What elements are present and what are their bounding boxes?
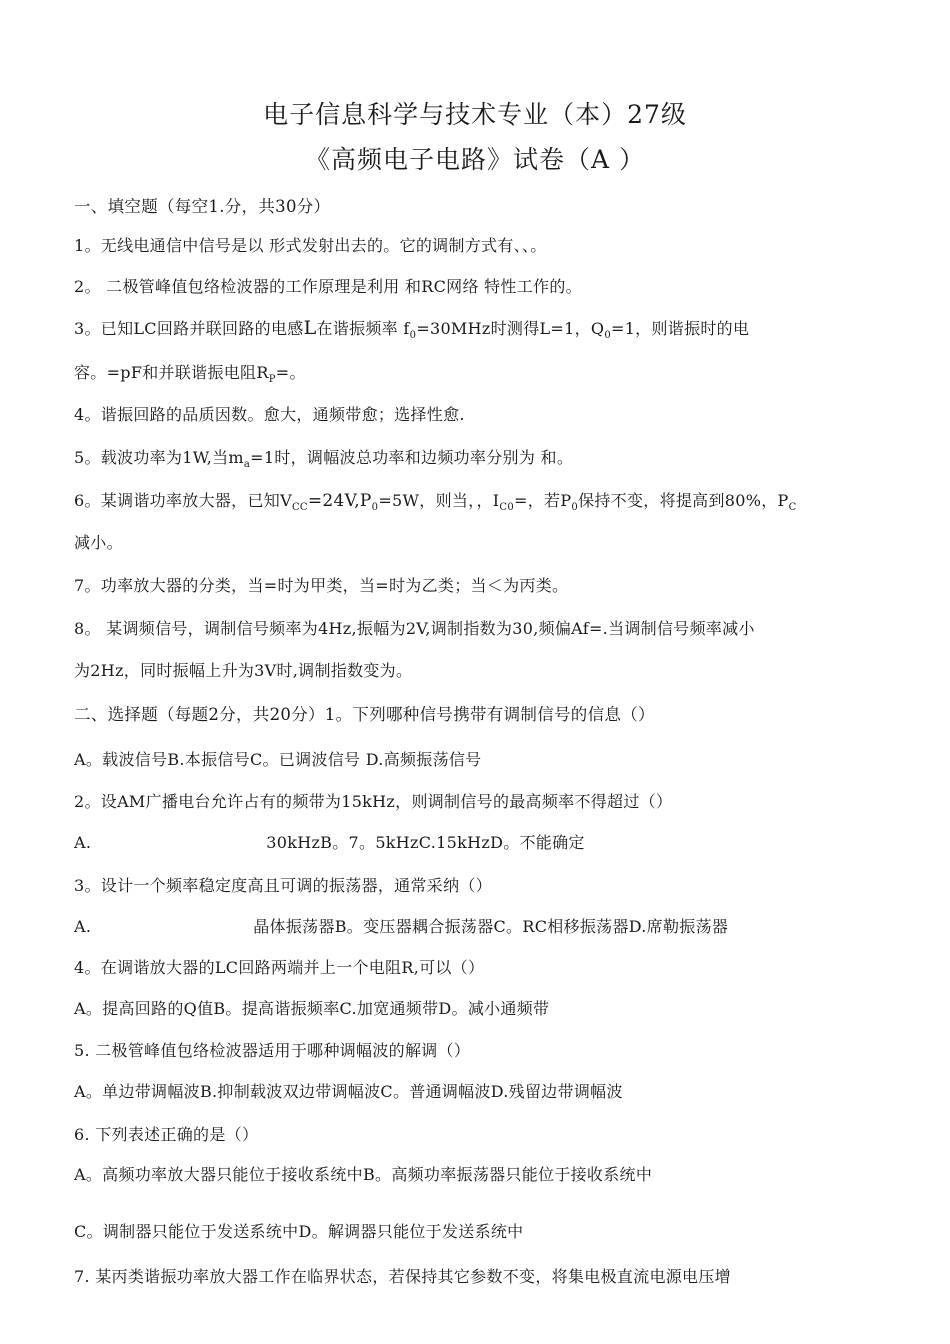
q3-line2-text-a: 容。=pF和并联谐振电阻R: [74, 363, 269, 382]
question-2-6-options-2: C。调制器只能位于发送系统中D。解调器只能位于发送系统中: [74, 1222, 524, 1241]
q6-text-c: =5W，则当，，I: [378, 491, 500, 510]
question-2-6-options-1: A。高频功率放大器只能位于接收系统中B。高频功率振荡器只能位于接收系统中: [74, 1165, 653, 1184]
exam-title-major: 电子信息科学与技术专业（本）27级: [263, 100, 687, 129]
q6-text-b: =24V,P: [307, 491, 372, 511]
q3-option-a-label: A.: [74, 917, 92, 936]
q6-text-a: 6。某调谐功率放大器，已知V: [74, 491, 292, 510]
q6-sub-vcc: CC: [291, 502, 308, 514]
question-1-6-line2: 减小。: [74, 533, 123, 552]
question-1-3-line1: [74, 316, 884, 341]
q3-sub-rp: P: [268, 374, 276, 386]
section-2-heading: 二、选择题（每题2分，共20分）1。下列哪种信号携带有调制信号的信息（）: [74, 705, 655, 724]
q6-sub-p0: 0: [371, 502, 379, 514]
question-1-3-line2: [74, 360, 884, 385]
question-2-1-options: A。载波信号B.本振信号C。已调波信号 D.高频振荡信号: [74, 750, 482, 769]
q6-sub-ic0: C0: [499, 502, 515, 514]
question-2-3: 3。设计一个频率稳定度高且可调的振荡器，通常采纳（）: [74, 876, 492, 895]
q3-sub-q0: 0: [604, 330, 611, 342]
question-2-5-options: A。单边带调幅波B.抑制载波双边带调幅波C。普通调幅波D.残留边带调幅波: [74, 1082, 623, 1101]
question-2-7: 7. 某丙类谐振功率放大器工作在临界状态，若保持其它参数不变，将集电极直流电源电压增: [74, 1267, 731, 1286]
q3-line2-text-b: =。: [275, 363, 306, 382]
q3-text-b: 在谐振频率 f: [316, 319, 410, 338]
q3-inductance-symbol: L: [303, 317, 317, 339]
section-1-heading: 一、填空题（每空1.分，共30分）: [74, 197, 331, 216]
q6-text-e: 保持不变，将提高到80%，P: [578, 491, 789, 510]
q2-options-rest: 30kHzB。7。5kHzC.15kHzD。不能确定: [266, 833, 585, 852]
q3-text-d: =1，则谐振时的电: [611, 319, 750, 338]
question-1-2: 2。 二极管峰值包络检波器的工作原理是利用 和RC网络 特性工作的。: [74, 277, 582, 296]
question-1-4: 4。谐振回路的品质因数。愈大，通频带愈；选择性愈.: [74, 405, 465, 424]
q3-text-a: 3。已知LC回路并联回路的电感: [74, 319, 304, 338]
q6-sub-p0b: 0: [571, 502, 579, 514]
question-1-6-line1: [74, 488, 884, 513]
question-2-5: 5. 二极管峰值包络检波器适用于哪种调幅波的解调（）: [74, 1041, 471, 1060]
exam-title-course: 《高频电子电路》试卷（A ）: [304, 145, 645, 174]
question-1-5: [74, 445, 884, 470]
q6-sub-pc: C: [788, 502, 797, 514]
q2-option-a-label: A.: [74, 833, 92, 852]
question-2-4-options: A。提高回路的Q值B。提高谐振频率C.加宽通频带D。减小通频带: [74, 999, 550, 1018]
question-1-8-line2: 为2Hz，同时振幅上升为3V时,调制指数变为。: [74, 661, 413, 680]
question-2-6: 6. 下列表述正确的是（）: [74, 1125, 259, 1144]
q6-text-d: =，若P: [514, 491, 572, 510]
question-1-7: 7。功率放大器的分类，当=时为甲类，当=时为乙类；当＜为丙类。: [74, 576, 569, 595]
q5-text-b: =1时，调幅波总功率和边频功率分别为 和。: [250, 448, 574, 467]
q5-text-a: 5。载波功率为1W,当m: [74, 448, 244, 467]
question-2-3-options: [74, 914, 884, 937]
question-2-2-options: [74, 830, 884, 853]
q3-text-c: =30MHz时测得L=1，Q: [416, 319, 605, 338]
question-2-4: 4。在调谐放大器的LC回路两端并上一个电阻R,可以（）: [74, 958, 485, 977]
question-1-1: 1。无线电通信中信号是以 形式发射出去的。它的调制方式有、、。: [74, 236, 547, 255]
question-1-8-line1: 8。 某调频信号，调制信号频率为4Hz,振幅为2V,调制指数为30,频偏Af=.当调制信号频率减小: [74, 619, 755, 638]
question-2-2: 2。设AM广播电台允许占有的频带为15kHz，则调制信号的最高频率不得超过（）: [74, 792, 673, 811]
q3-sub-f0: 0: [409, 330, 417, 342]
q3-options-rest: 晶体振荡器B。变压器耦合振荡器C。RC相移振荡器D.席勒振荡器: [253, 917, 729, 936]
q5-sub-ma: a: [243, 459, 251, 471]
